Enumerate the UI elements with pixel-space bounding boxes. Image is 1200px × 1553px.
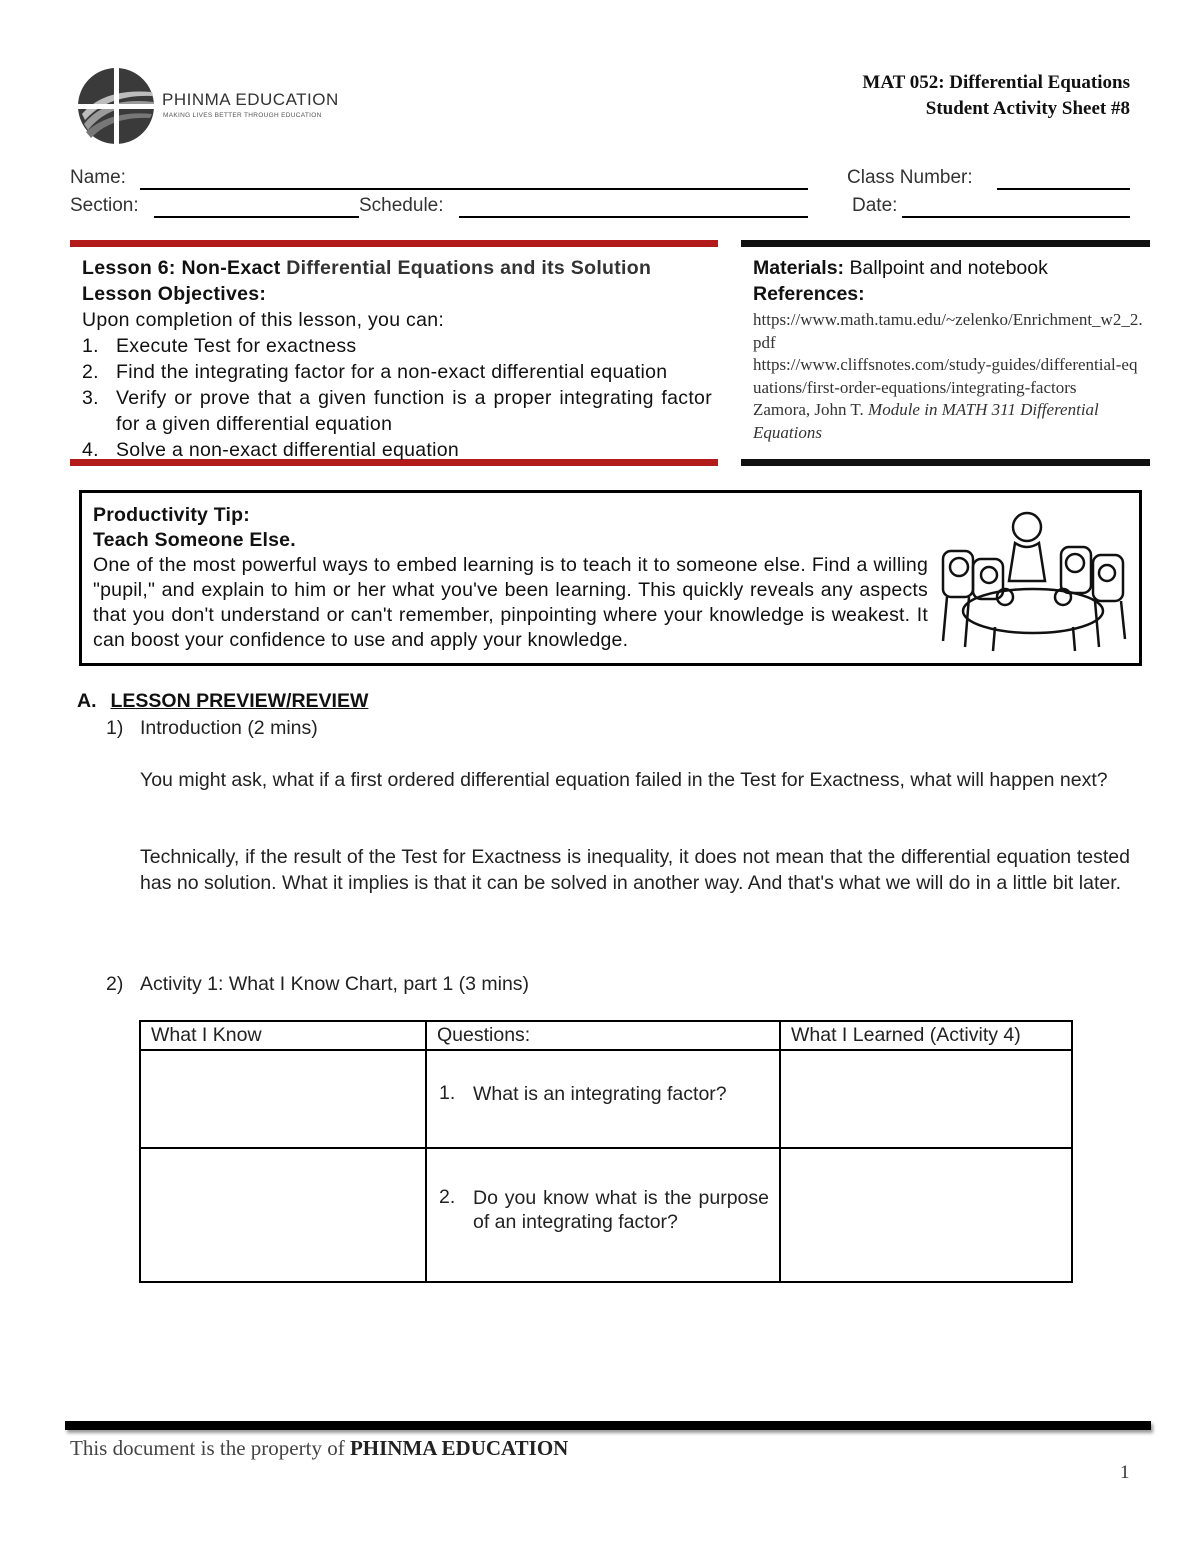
objectives-intro: Upon completion of this lesson, you can: [82,309,445,331]
objective-number: 1. [82,335,99,357]
productivity-tip-box [79,490,1142,666]
course-heading [862,70,1130,122]
section-a-heading [77,690,368,713]
intro-paragraph-1: You might ask, what if a first ordered differential equation failed in the Test for Exactness, what will happen next? [140,769,1108,791]
page-number: 1 [1120,1462,1130,1483]
question-number: 1. [439,1082,456,1104]
item-1-number: 1) [106,717,124,739]
objective-item [82,437,712,463]
objective-number: 2. [82,361,99,383]
date-label: Date: [852,195,898,216]
objective-number: 4. [82,439,99,461]
logo-tagline: MAKING LIVES BETTER THROUGH EDUCATION [163,112,322,119]
footer-divider [65,1421,1151,1430]
lesson-title-prefix: Lesson 6: Non-Exact [82,257,281,279]
objective-item [82,333,712,359]
objective-text: Solve a non-exact differential equation [116,439,460,461]
reference-link-1[interactable]: https://www.math.tamu.edu/~zelenko/Enrichment_w2_2.pdf [753,310,1143,352]
objective-item [82,385,712,437]
section-title: LESSON PREVIEW/REVIEW [110,690,369,712]
chart-header-row [140,1021,1072,1050]
question-cell [426,1050,780,1148]
lesson-title-rest: Differential Equations and its Solution [280,257,652,279]
lesson-title [82,255,712,281]
materials-label: Materials: [753,257,845,279]
objective-text: Verify or prove that a given function is a proper integrating factor for a given differential equation [116,387,712,435]
section-field[interactable] [154,196,359,218]
section-label: Section: [70,195,139,216]
objective-number: 3. [82,387,99,409]
what-i-learned-cell[interactable] [780,1050,1072,1148]
tip-subheading: Teach Someone Else. [93,529,296,551]
what-i-know-cell[interactable] [140,1148,426,1282]
objective-text: Find the integrating factor for a non-exact differential equation [116,361,668,383]
date-field[interactable] [902,196,1130,218]
what-i-learned-cell[interactable] [780,1148,1072,1282]
schedule-field[interactable] [459,196,808,218]
reference-author: Zamora, John T. [753,400,869,419]
header-what-i-know: What I Know [140,1021,426,1050]
class-number-field[interactable] [997,168,1130,190]
materials-value: Ballpoint and notebook [844,257,1048,279]
sheet-title: Student Activity Sheet #8 [925,98,1130,119]
question-number: 2. [439,1186,456,1208]
phinma-logo [76,66,346,148]
schedule-label: Schedule: [359,195,444,216]
name-label: Name: [70,167,126,188]
references-heading: References: [753,283,865,305]
item-1-title: Introduction (2 mins) [140,717,318,739]
footer-owner: PHINMA EDUCATION [349,1436,569,1460]
lesson-box [70,240,718,466]
table-row [140,1148,1072,1282]
students-in-circle-illustration-icon [935,501,1131,655]
materials-box [741,240,1150,466]
intro-paragraph-2: Technically, if the result of the Test for Exactness is inequality, it does not mean that the differential equation tested has no solution. What it implies is that it can be solved in another way. And that's what we will do in a little bit later. [140,846,1130,894]
objectives-heading: Lesson Objectives: [82,283,267,305]
objective-text: Execute Test for exactness [116,335,357,357]
question-text: Do you know what is the purpose of an integrating factor? [473,1187,769,1233]
table-row [140,1050,1072,1148]
reference-link-2[interactable]: https://www.cliffsnotes.com/study-guides/differential-equations/first-order-equations/integrating-factors [753,355,1138,397]
footer-text [70,1436,568,1461]
tip-heading: Productivity Tip: [93,504,250,526]
name-field[interactable] [140,168,808,190]
question-cell [426,1148,780,1282]
item-2-title: Activity 1: What I Know Chart, part 1 (3 mins) [140,973,530,995]
materials-line [753,255,1145,281]
header-what-i-learned: What I Learned (Activity 4) [780,1021,1072,1050]
course-title: MAT 052: Differential Equations [862,72,1130,93]
footer-prefix: This document is the property of [70,1436,350,1460]
reference-title: Module in MATH 311 Differential Equations [753,400,1099,442]
item-2-number: 2) [106,973,124,995]
objectives-list [82,333,712,463]
what-i-know-chart [139,1020,1073,1283]
objective-item [82,359,712,385]
reference-3 [753,399,1145,444]
section-letter: A. [77,690,97,712]
tip-body: One of the most powerful ways to embed learning is to teach it to someone else. Find a willing "pupil," and explain to him or her what you've been learning. This quickly reveals any aspects that you don't understand or can't remember, pinpointing where your knowledge is weakest. It can boost your confidence to use and apply your knowledge. [93,554,928,651]
header-questions: Questions: [426,1021,780,1050]
logo-name: PHINMA EDUCATION [162,90,339,109]
question-text: What is an integrating factor? [473,1083,727,1105]
class-number-label: Class Number: [847,167,973,188]
what-i-know-cell[interactable] [140,1050,426,1148]
